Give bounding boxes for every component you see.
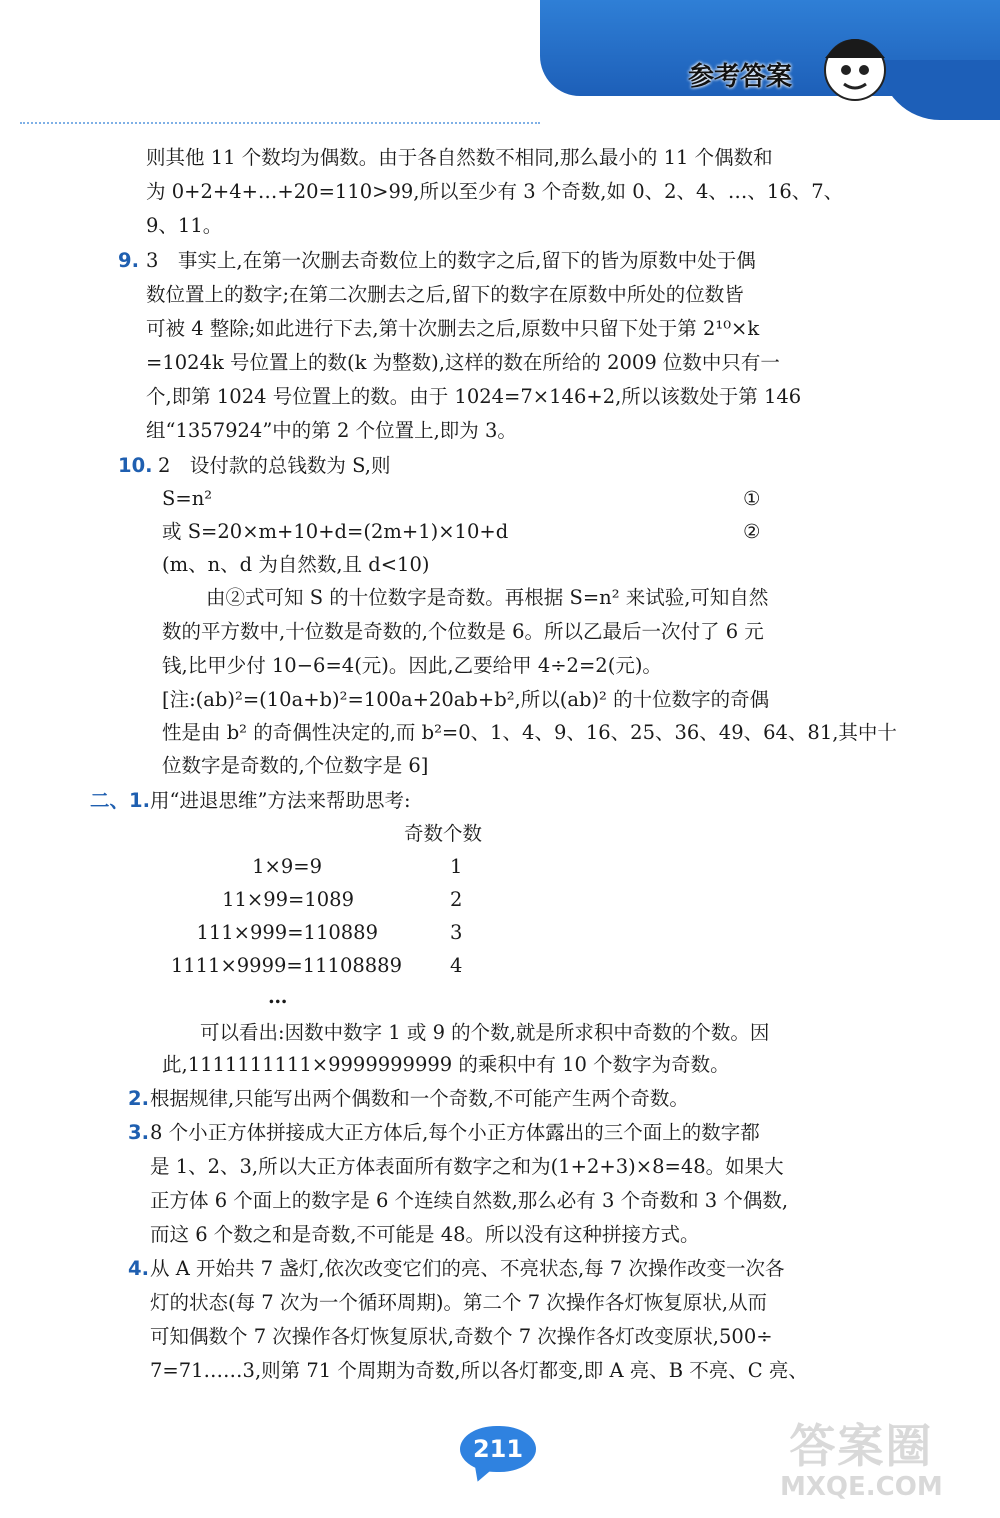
text-line: 灯的状态(每 7 次为一个循环周期)。第二个 7 次操作各灯恢复原状,从而 <box>150 1291 768 1314</box>
text-line: 此,1111111111×9999999999 的乘积中有 10 个数字为奇数。 <box>162 1053 730 1076</box>
text-line: 是 1、2、3,所以大正方体表面所有数字之和为(1+2+3)×8=48。如果大 <box>150 1155 784 1178</box>
table-count: 3 <box>450 921 463 944</box>
equation-tag: ② <box>743 520 761 543</box>
text-line: 根据规律,只能写出两个偶数和一个奇数,不可能产生两个奇数。 <box>150 1087 689 1110</box>
equation: 或 S=20×m+10+d=(2m+1)×10+d <box>162 520 509 543</box>
text-line: 9、11。 <box>146 214 223 237</box>
text-line: [注:(ab)²=(10a+b)²=100a+20ab+b²,所以(ab)² 的十位数字的奇偶 <box>162 688 770 711</box>
text-line: 7=71……3,则第 71 个周期为奇数,所以各灯都变,即 A 亮、B 不亮、C 亮、 <box>150 1359 808 1382</box>
text-line: 正方体 6 个面上的数字是 6 个连续自然数,那么必有 3 个奇数和 3 个偶数, <box>150 1189 789 1212</box>
question-number: 3. <box>128 1121 149 1144</box>
table-count: 4 <box>450 954 463 977</box>
table-expr: 111×999=110889 <box>196 921 378 944</box>
header-title: 参考答案 <box>688 62 793 92</box>
text-line: 位数字是奇数的,个位数字是 6] <box>162 754 429 777</box>
text-line: 数位置上的数字;在第二次删去之后,留下的数字在原数中所处的位数皆 <box>146 283 744 306</box>
question-number: 二、1. <box>90 789 150 812</box>
page-number: 211 <box>460 1426 536 1472</box>
question-number: 9. <box>118 249 139 272</box>
table-count: 2 <box>450 888 463 911</box>
table-ellipsis: … <box>268 985 288 1008</box>
table-expr: 1×9=9 <box>252 855 322 878</box>
table-expr: 1111×9999=11108889 <box>170 954 402 977</box>
watermark-url: MXQE.COM <box>780 1472 943 1502</box>
text-line: =1024k 号位置上的数(k 为整数),这样的数在所给的 2009 位数中只有一 <box>146 351 780 374</box>
table-count: 1 <box>450 855 463 878</box>
text-line: 可以看出:因数中数字 1 或 9 的个数,就是所求积中奇数的个数。因 <box>200 1021 770 1044</box>
text-line: 而这 6 个数之和是奇数,不可能是 48。所以没有这种拼接方式。 <box>150 1223 700 1246</box>
text-line: 个,即第 1024 号位置上的数。由于 1024=7×146+2,所以该数处于第 146 <box>146 385 802 408</box>
text-line: 钱,比甲少付 10−6=4(元)。因此,乙要给甲 4÷2=2(元)。 <box>162 654 662 677</box>
text-line: 组“1357924”中的第 2 个位置上,即为 3。 <box>146 419 517 442</box>
table-header: 奇数个数 <box>404 822 483 845</box>
text-line: 用“进退思维”方法来帮助思考: <box>150 789 411 812</box>
watermark <box>780 1410 943 1502</box>
text-line: (m、n、d 为自然数,且 d<10) <box>162 553 430 576</box>
text-line: 2 设付款的总钱数为 S,则 <box>158 454 391 477</box>
header-divider <box>20 122 540 124</box>
text-line: 由②式可知 S 的十位数字是奇数。再根据 S=n² 来试验,可知自然 <box>206 586 769 609</box>
question-number: 10. <box>118 454 153 477</box>
text-line: 数的平方数中,十位数是奇数的,个位数是 6。所以乙最后一次付了 6 元 <box>162 620 764 643</box>
text-line: 则其他 11 个数均为偶数。由于各自然数不相同,那么最小的 11 个偶数和 <box>146 146 773 169</box>
equation-tag: ① <box>743 487 761 510</box>
text-line: 8 个小正方体拼接成大正方体后,每个小正方体露出的三个面上的数字都 <box>150 1121 760 1144</box>
text-line: 可被 4 整除;如此进行下去,第十次删去之后,原数中只留下处于第 2¹⁰×k <box>146 317 760 340</box>
text-line: 性是由 b² 的奇偶性决定的,而 b²=0、1、4、9、16、25、36、49、64、81,其中十 <box>162 721 897 744</box>
question-number: 2. <box>128 1087 149 1110</box>
table-expr: 11×99=1089 <box>222 888 354 911</box>
watermark-logo: 答案圈 <box>789 1419 934 1473</box>
equation: S=n² <box>162 487 213 510</box>
text-line: 从 A 开始共 7 盏灯,依次改变它们的亮、不亮状态,每 7 次操作改变一次各 <box>150 1257 785 1280</box>
mascot-icon <box>810 20 900 110</box>
text-line: 为 0+2+4+…+20=110>99,所以至少有 3 个奇数,如 0、2、4、…、16、7、 <box>146 180 844 203</box>
text-line: 可知偶数个 7 次操作各灯恢复原状,奇数个 7 次操作各灯改变原状,500÷ <box>150 1325 773 1348</box>
text-line: 3 事实上,在第一次删去奇数位上的数字之后,留下的皆为原数中处于偶 <box>146 249 756 272</box>
question-number: 4. <box>128 1257 149 1280</box>
